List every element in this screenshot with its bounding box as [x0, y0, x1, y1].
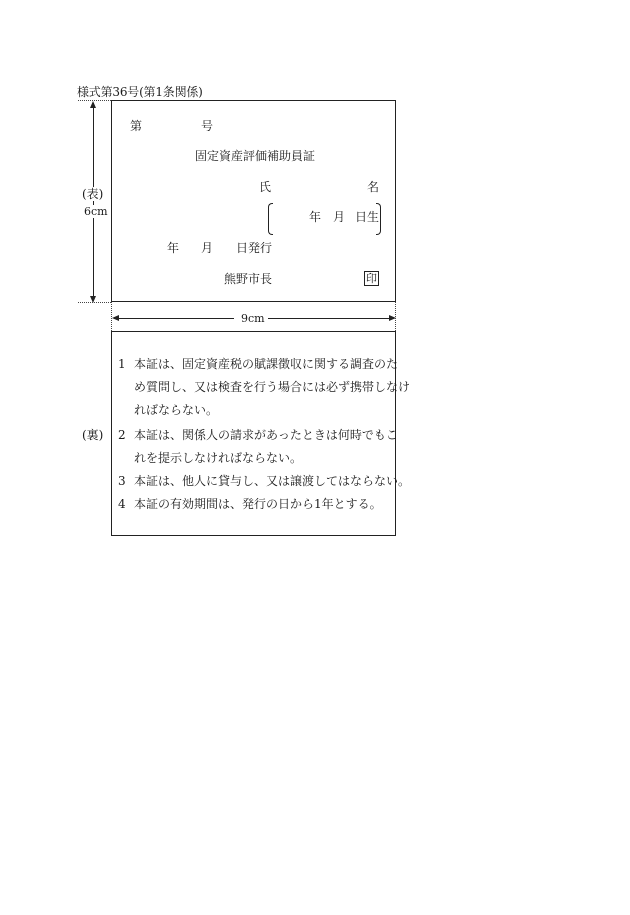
item-number: 3	[118, 474, 126, 488]
arrow-up-icon	[90, 101, 96, 108]
certificate-number-label: 第	[130, 119, 143, 133]
back-item-1-line-2: め質問し、又は検査を行う場合には必ず携帯しなけ	[134, 380, 411, 394]
birth-day-label: 日生	[355, 210, 380, 224]
item-text-line: 本証は、固定資産税の賦課徴収に関する調査のた	[134, 357, 399, 371]
issue-year-label: 年	[167, 241, 180, 255]
certificate-title: 固定資産評価補助員証	[195, 149, 316, 163]
name-label-2: 名	[367, 180, 380, 194]
name-label-1: 氏	[259, 180, 272, 194]
item-number: 1	[118, 357, 126, 371]
width-dimension-line-left	[114, 318, 234, 319]
front-side-label: (表)	[82, 187, 104, 201]
back-item-2	[118, 428, 398, 442]
birth-year-label: 年	[309, 210, 322, 224]
item-text-line: 本証の有効期間は、発行の日から1年とする。	[134, 497, 382, 511]
width-dimension-line-right	[268, 318, 393, 319]
width-label: 9cm	[241, 312, 265, 325]
height-label: 6cm	[84, 205, 108, 218]
back-item-1-line-3: ればならない。	[134, 403, 219, 417]
item-text-line: 本証は、他人に貸与し、又は譲渡してはならない。	[134, 474, 411, 488]
arrow-right-icon	[389, 315, 396, 321]
back-item-2-line-2: れを提示しなければならない。	[134, 451, 303, 465]
certificate-number-suffix: 号	[201, 119, 214, 133]
form-number: 様式第36号(第1条関係)	[77, 85, 203, 99]
arrow-left-icon	[112, 315, 119, 321]
arrow-down-icon	[90, 296, 96, 303]
seal-stamp: 印	[366, 272, 377, 285]
item-number: 2	[118, 428, 126, 442]
issue-month-label: 月	[201, 241, 214, 255]
bracket-left	[268, 203, 273, 235]
back-item-4	[118, 497, 382, 511]
issuer-name: 熊野市長	[224, 272, 273, 286]
back-item-3	[118, 474, 410, 488]
back-side-label: (裏)	[82, 428, 104, 442]
item-number: 4	[118, 497, 126, 511]
item-text-line: 本証は、関係人の請求があったときは何時でもこ	[134, 428, 398, 442]
back-item-1	[118, 357, 398, 371]
birth-month-label: 月	[333, 210, 346, 224]
issue-day-label: 日発行	[236, 241, 273, 255]
height-dimension-line	[93, 103, 94, 299]
